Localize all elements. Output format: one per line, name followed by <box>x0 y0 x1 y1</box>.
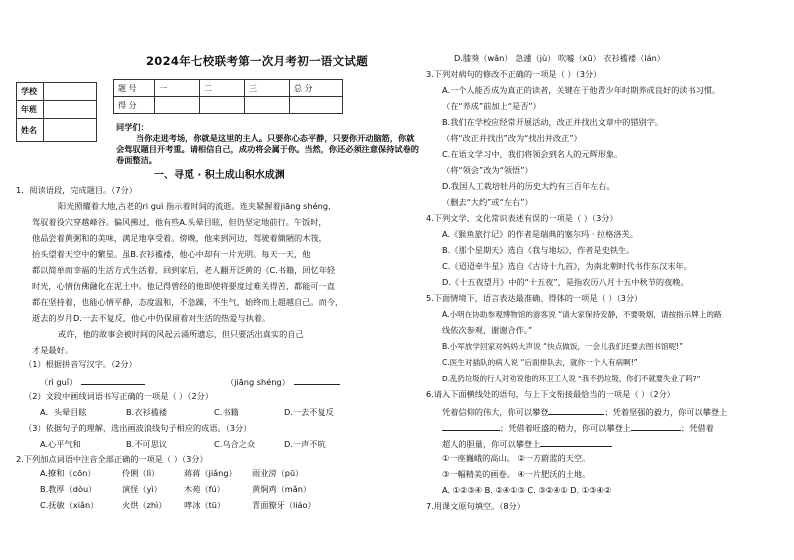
option-a[interactable]: A.撩和（cōn） <box>40 468 96 478</box>
answer-blank[interactable] <box>548 405 604 415</box>
score-header-one: 一 <box>155 80 200 97</box>
name-field[interactable] <box>44 119 97 142</box>
fill-text: 凭着信仰的伟大，你可以攀登 <box>442 407 549 417</box>
notice-lead: 同学们： <box>116 122 149 132</box>
passage-line: 抬头望着天空中的繁星。虽B.衣衫褴褛，他心中却有一片光明。每天一天，他 <box>32 249 311 259</box>
option-d[interactable]: D.《十五夜望月》中的“十五夜”，是指农历八月十五中秋节的夜晚。 <box>442 277 689 287</box>
notice-line: 当你走进考场，你就是这里的主人。只要你心态平静，只要你开动脑筋，你就 <box>136 133 415 143</box>
score-header-two: 二 <box>200 80 245 97</box>
question-6-stem: 6.请入下面横线处的语句，与上下文衔接最恰当的一项是（ ）（2分） <box>426 389 675 399</box>
score-header-total: 总 分 <box>290 80 343 97</box>
passage-line: 逝去的岁月D.一去不复反，他心中仍保留着对生活的热爱与执着。 <box>32 313 271 323</box>
pinyin-prompt <box>226 375 340 388</box>
question-1-stem: 1．阅读语段，完成题目。（7分） <box>16 185 137 195</box>
student-info-table <box>16 82 97 142</box>
notice-line: 卷面整洁。 <box>116 155 157 165</box>
notice-line: 会驾驭题目开考重。请相信自己，成功将会属于你。当然，你还必须注意保持试卷的 <box>116 144 419 154</box>
score-cell[interactable] <box>155 97 200 114</box>
option-b[interactable]: B.小军放学回家对妈妈大声说 “快点做饭，一会儿我们还要去图书馆呢!” <box>442 342 684 351</box>
option-c[interactable]: C.乌合之众 <box>214 439 256 449</box>
fill-text: ；凭着坚强的毅力，你可以攀登上 <box>604 407 728 417</box>
question-5-stem: 5.下面情境下，语言表达最准确、得体的一项是（ ）（3分） <box>426 293 643 303</box>
option-b[interactable]: B.我们在学校应经常开展活动，改正并找出文章中的错别字。 <box>442 117 664 127</box>
pinyin-label: （jiāng shéng） <box>226 377 290 387</box>
grade-field[interactable] <box>44 101 97 119</box>
option-c[interactable]: C.医生对插队的病人说 “后面排队去，就你一个人有病啊!” <box>442 358 638 367</box>
option-c[interactable]: C.在语文学习中，我们将领会到名人的元辉形象。 <box>442 149 623 159</box>
answer-options[interactable]: A. ①②③④ B. ②④①③ C. ③②④① D. ①③④② <box>442 485 612 495</box>
answer-blank[interactable] <box>81 375 145 385</box>
page-title: 2024年七校联考第一次月考初一语文试题 <box>146 54 369 68</box>
name-label: 姓名 <box>17 119 44 142</box>
option-d[interactable]: D.乱扔垃圾的行人对劝说他的环卫工人说 “我不扔垃圾，你们不就要失业了吗?” <box>442 374 701 383</box>
choice-items: ③一幅精美的画卷。 ④一片肥沃的土地。 <box>442 469 591 479</box>
score-cell[interactable] <box>200 97 245 114</box>
passage-line: 他品尝着黄粥和的美味，满足地享受着。傍晚，他来到河边，驾驶着簡陋的木筏， <box>32 233 327 243</box>
option-item: 演怪（yì） <box>122 484 162 494</box>
option-a[interactable]: A.心平气和 <box>40 439 81 449</box>
choice-items: ①一座巍峨的高山。 ②一方蔚蓝的天空。 <box>442 453 591 463</box>
question-7-stem: 7.用课文原句填空。（8分） <box>426 501 525 511</box>
section-heading: 一、寻觅 · 积土成山积水成渊 <box>154 170 285 181</box>
school-field[interactable] <box>44 83 97 101</box>
option-b[interactable]: B.《那个星期天》选自《我与地坛》，作者是史铁生。 <box>442 245 635 255</box>
sub-question-2: （2）文段中画线词语书写正确的一项是（ ）（2分） <box>24 391 214 401</box>
score-cell[interactable] <box>245 97 290 114</box>
option-d[interactable]: D.我国人工栽培牡丹的历史大约有三百年左右。 <box>442 181 615 191</box>
option-note: （将“领会”改为“领悟”） <box>442 165 533 175</box>
option-a-cont: 线依次参观，谢谢合作。” <box>442 325 533 335</box>
option-item: 黄焖鸡（mǎn） <box>252 484 312 494</box>
question-2-stem: 2.下列加点词语中注音全部正确的一项是（ ）（3分） <box>16 454 208 464</box>
score-header-label: 题 号 <box>114 80 155 97</box>
passage-line: 都在坚持着，也能心情平静，态度温和，不急躁，不生气，始终而上超越自己。而今， <box>32 297 344 307</box>
answer-blank[interactable] <box>442 421 500 431</box>
school-label: 学校 <box>17 83 44 101</box>
option-note: （将“改正并找出”改为“找出并改正”） <box>442 133 582 143</box>
pinyin-label: （rì guǐ） <box>40 377 78 387</box>
option-a[interactable]: A.小明在协助参观博物馆的游客说 “请大家保持安静，不要吸烟，请按指示牌上的路 <box>442 310 722 319</box>
passage-line: 阳光照耀着大地,古老的ri guì 指示着时间的流逝。连夹紧握着jiāng shéng, <box>58 201 331 211</box>
sub-question-3: （3）依据句子的理解，选出画波浪线句子相应的成语。（3分） <box>24 423 252 433</box>
option-c[interactable]: C.《迢迢牵牛星》选自《古诗十九首》，为南北朝时代书作东汉末年。 <box>442 261 692 271</box>
option-item: 火烘（zhì） <box>122 500 167 510</box>
fill-line <box>442 405 727 418</box>
score-cell[interactable] <box>290 97 343 114</box>
option-note: （在“养成”前加上“是否”） <box>442 101 541 111</box>
option-item: 伶俐（lì） <box>122 468 160 478</box>
option-item: 青面獠牙（liáo） <box>252 500 316 510</box>
fill-text: ；凭借着 <box>681 423 714 433</box>
question-3-stem: 3.下列对病句的修改不正确的一项是（ ）（3分） <box>426 69 602 79</box>
option-d[interactable]: D.膝葵（wǎn） 急遽（jù） 吹嘘（xū） 衣衫褴褛（lán） <box>454 53 665 63</box>
passage-line: 时光，心情仿佛融化在泥土中。他记得曾经的他即使将要度过难关得苦，都能可一直 <box>32 281 335 291</box>
option-b[interactable]: B.教厚（dòu） <box>40 484 97 494</box>
option-item: 哮冰（tū） <box>184 500 226 510</box>
option-d[interactable]: D.一声不吭 <box>284 439 326 449</box>
sub-question-1: （1）根据拼音写汉字。（2分） <box>24 359 137 369</box>
fill-line <box>442 421 714 434</box>
option-item: 雨业滂（pū） <box>252 468 304 478</box>
option-c[interactable]: C.抚敏（xiǎn） <box>40 500 99 510</box>
fill-text: 超人的胆量，你可以攀登上 <box>442 439 541 449</box>
score-row-label: 得 分 <box>114 97 155 114</box>
score-header-three: 三 <box>245 80 290 97</box>
score-table <box>113 79 343 114</box>
option-a[interactable]: A.一个人能否成为真正的读者，关键在于他青少年时期养成良好的读书习惯。 <box>442 85 721 95</box>
passage-line: 都以简单而幸福的生活方式生活着，回到家后，老人翻开泛黄的《C.书籍，回忆年轻 <box>32 265 336 275</box>
grade-label: 年班 <box>17 101 44 119</box>
passage-line: 才是最好。 <box>32 345 73 355</box>
option-item: 蒋蒋（jiǎng） <box>184 468 237 478</box>
option-b[interactable]: B.不可思议 <box>126 439 167 449</box>
answer-blank[interactable] <box>631 421 681 431</box>
answer-blank[interactable] <box>540 437 612 447</box>
option-a[interactable]: A．头晕目眩 <box>40 407 87 417</box>
option-c[interactable]: C.书籍 <box>214 407 239 417</box>
passage-line: 驾驭着役穴穿越峰谷。偏风拂过，他有些A.头晕目眩，但仍坚定地前行。午饭时， <box>32 217 327 227</box>
pinyin-prompt <box>40 375 145 388</box>
option-a[interactable]: A.《猴鱼旅行记》的作者是瑞典的塞尔玛 · 拉格洛芙。 <box>442 229 638 239</box>
fill-text: ；凭借着旺盛的精力，你可以攀登上 <box>500 423 632 433</box>
passage-line: 或许，他的故事会被时间的风起云涌所遗忘，但只要活出真实的自己 <box>58 329 304 339</box>
option-note: （删去“大约”或“左右”） <box>442 197 533 207</box>
option-item: 木苑（fú） <box>184 484 225 494</box>
answer-blank[interactable] <box>294 375 340 385</box>
question-4-stem: 4.下列文学、文化常识表述有误的一项是（ ）（3分） <box>426 213 618 223</box>
option-d[interactable]: D.一去不复反 <box>284 407 334 417</box>
option-b[interactable]: B.衣衫褴褛 <box>126 407 167 417</box>
fill-line <box>442 437 612 450</box>
